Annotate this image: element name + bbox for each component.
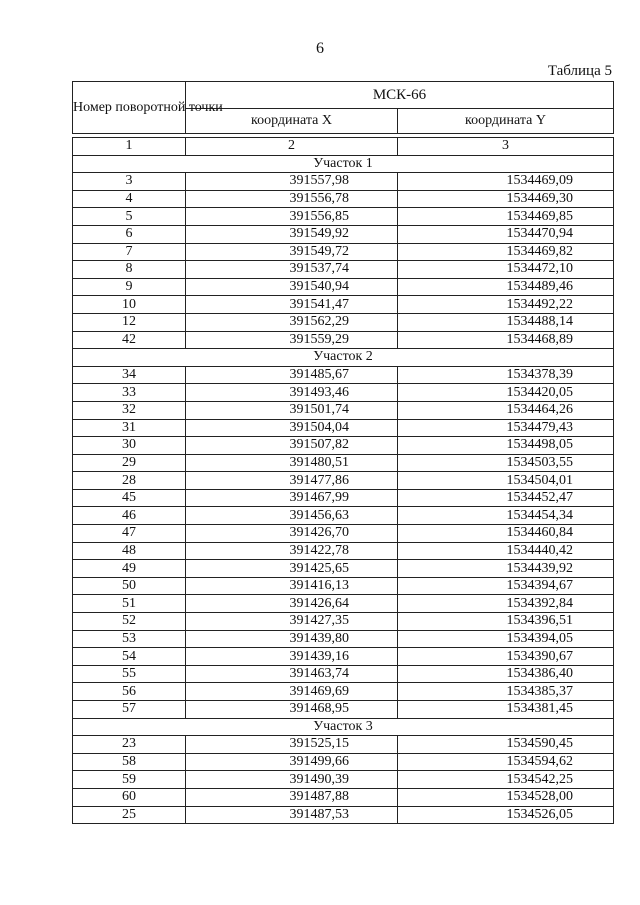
point-number-cell: 25: [73, 806, 186, 824]
table-row: [73, 525, 614, 543]
point-number-cell: 45: [73, 489, 186, 507]
point-number-cell: 32: [73, 401, 186, 419]
coord-y-cell: 1534452,47: [398, 489, 614, 507]
coord-y-cell: 1534468,89: [398, 331, 614, 349]
table-row: [73, 613, 614, 631]
coord-y-cell: 1534392,84: [398, 595, 614, 613]
point-number-cell: 7: [73, 243, 186, 261]
coord-x-cell: 391557,98: [186, 173, 398, 191]
coord-x-cell: 391549,72: [186, 243, 398, 261]
coord-y-cell: 1534469,82: [398, 243, 614, 261]
point-number-cell: 8: [73, 261, 186, 279]
coord-y-cell: 1534542,25: [398, 771, 614, 789]
table-row: [73, 208, 614, 226]
coord-x-cell: 391559,29: [186, 331, 398, 349]
coord-y-cell: 1534385,37: [398, 683, 614, 701]
coord-x-cell: 391416,13: [186, 577, 398, 595]
coord-x-cell: 391525,15: [186, 736, 398, 754]
coord-x-cell: 391422,78: [186, 542, 398, 560]
table-row: [73, 507, 614, 525]
coord-x-cell: 391439,80: [186, 630, 398, 648]
coord-x-cell: 391469,69: [186, 683, 398, 701]
table-row: [73, 296, 614, 314]
coord-x-cell: 391504,04: [186, 419, 398, 437]
table-row: [73, 771, 614, 789]
table-row: [73, 788, 614, 806]
header-coordinate-system: МСК-66: [186, 82, 614, 109]
coord-x-cell: 391493,46: [186, 384, 398, 402]
table-row: [73, 595, 614, 613]
coord-y-cell: 1534381,45: [398, 701, 614, 719]
table-row: [73, 243, 614, 261]
coord-x-cell: 391541,47: [186, 296, 398, 314]
table-row: [73, 736, 614, 754]
table-row: [73, 542, 614, 560]
point-number-cell: 23: [73, 736, 186, 754]
table-row: [73, 806, 614, 824]
point-number-cell: 3: [73, 173, 186, 191]
point-number-cell: 46: [73, 507, 186, 525]
coord-x-cell: 391467,99: [186, 489, 398, 507]
coord-y-cell: 1534528,00: [398, 788, 614, 806]
coord-x-cell: 391490,39: [186, 771, 398, 789]
table-row: [73, 560, 614, 578]
table-row: [73, 419, 614, 437]
header-row: [73, 82, 614, 109]
point-number-cell: 28: [73, 472, 186, 490]
section-title: Участок 3: [73, 718, 614, 736]
coord-y-cell: 1534454,34: [398, 507, 614, 525]
table-row: [73, 683, 614, 701]
coord-y-cell: 1534489,46: [398, 278, 614, 296]
point-number-cell: 47: [73, 525, 186, 543]
table-row: [73, 225, 614, 243]
coord-x-cell: 391562,29: [186, 313, 398, 331]
coord-y-cell: 1534386,40: [398, 665, 614, 683]
point-number-cell: 49: [73, 560, 186, 578]
coord-y-cell: 1534469,85: [398, 208, 614, 226]
coordinates-table-body: [73, 82, 614, 824]
coord-y-cell: 1534460,84: [398, 525, 614, 543]
point-number-cell: 30: [73, 437, 186, 455]
table-row: [73, 278, 614, 296]
point-number-cell: 6: [73, 225, 186, 243]
table-row: [73, 366, 614, 384]
coord-y-cell: 1534526,05: [398, 806, 614, 824]
coord-y-cell: 1534472,10: [398, 261, 614, 279]
section-title: Участок 2: [73, 349, 614, 367]
table-row: [73, 454, 614, 472]
point-number-cell: 52: [73, 613, 186, 631]
table-row: [73, 173, 614, 191]
coord-y-cell: 1534394,67: [398, 577, 614, 595]
table-row: [73, 331, 614, 349]
column-index-row: [73, 138, 614, 156]
coord-y-cell: 1534594,62: [398, 753, 614, 771]
header-coord-x: координата X: [186, 109, 398, 134]
coord-x-cell: 391463,74: [186, 665, 398, 683]
coord-y-cell: 1534394,05: [398, 630, 614, 648]
coord-x-cell: 391556,85: [186, 208, 398, 226]
table-row: [73, 489, 614, 507]
table-caption: Таблица 5: [547, 63, 612, 79]
coordinates-table: [72, 81, 614, 824]
coord-x-cell: 391426,70: [186, 525, 398, 543]
coord-y-cell: 1534503,55: [398, 454, 614, 472]
point-number-cell: 51: [73, 595, 186, 613]
table-row: [73, 665, 614, 683]
coord-x-cell: 391456,63: [186, 507, 398, 525]
coord-x-cell: 391439,16: [186, 648, 398, 666]
coord-y-cell: 1534469,09: [398, 173, 614, 191]
table-row: [73, 313, 614, 331]
coord-x-cell: 391487,53: [186, 806, 398, 824]
coord-y-cell: 1534439,92: [398, 560, 614, 578]
table-row: [73, 190, 614, 208]
table-row: [73, 753, 614, 771]
point-number-cell: 33: [73, 384, 186, 402]
coord-x-cell: 391499,66: [186, 753, 398, 771]
point-number-cell: 58: [73, 753, 186, 771]
point-number-cell: 29: [73, 454, 186, 472]
section-row: [73, 155, 614, 173]
coord-x-cell: 391477,86: [186, 472, 398, 490]
coord-y-cell: 1534492,22: [398, 296, 614, 314]
column-index-1: 1: [73, 138, 186, 156]
section-row: [73, 718, 614, 736]
coord-x-cell: 391556,78: [186, 190, 398, 208]
coord-y-cell: 1534488,14: [398, 313, 614, 331]
coord-x-cell: 391540,94: [186, 278, 398, 296]
header-point-number: Номер поворотной точки: [73, 82, 186, 134]
point-number-cell: 42: [73, 331, 186, 349]
table-row: [73, 384, 614, 402]
coord-y-cell: 1534479,43: [398, 419, 614, 437]
coord-x-cell: 391427,35: [186, 613, 398, 631]
table-row: [73, 472, 614, 490]
point-number-cell: 10: [73, 296, 186, 314]
coord-x-cell: 391487,88: [186, 788, 398, 806]
coord-y-cell: 1534504,01: [398, 472, 614, 490]
point-number-cell: 4: [73, 190, 186, 208]
point-number-cell: 48: [73, 542, 186, 560]
coord-y-cell: 1534470,94: [398, 225, 614, 243]
coord-x-cell: 391426,64: [186, 595, 398, 613]
point-number-cell: 9: [73, 278, 186, 296]
coord-y-cell: 1534378,39: [398, 366, 614, 384]
header-coord-y: координата Y: [398, 109, 614, 134]
coord-x-cell: 391549,92: [186, 225, 398, 243]
point-number-cell: 56: [73, 683, 186, 701]
point-number-cell: 54: [73, 648, 186, 666]
coord-x-cell: 391425,65: [186, 560, 398, 578]
column-index-2: 2: [186, 138, 398, 156]
coord-y-cell: 1534498,05: [398, 437, 614, 455]
point-number-cell: 5: [73, 208, 186, 226]
coord-x-cell: 391485,67: [186, 366, 398, 384]
coord-y-cell: 1534590,45: [398, 736, 614, 754]
coord-y-cell: 1534464,26: [398, 401, 614, 419]
table-row: [73, 648, 614, 666]
table-row: [73, 437, 614, 455]
coord-y-cell: 1534440,42: [398, 542, 614, 560]
coord-x-cell: 391468,95: [186, 701, 398, 719]
table-row: [73, 577, 614, 595]
point-number-cell: 34: [73, 366, 186, 384]
point-number-cell: 12: [73, 313, 186, 331]
coord-y-cell: 1534469,30: [398, 190, 614, 208]
coord-x-cell: 391507,82: [186, 437, 398, 455]
point-number-cell: 57: [73, 701, 186, 719]
coord-x-cell: 391501,74: [186, 401, 398, 419]
point-number-cell: 60: [73, 788, 186, 806]
table-row: [73, 701, 614, 719]
point-number-cell: 31: [73, 419, 186, 437]
point-number-cell: 55: [73, 665, 186, 683]
point-number-cell: 50: [73, 577, 186, 595]
column-index-3: 3: [398, 138, 614, 156]
coord-x-cell: 391480,51: [186, 454, 398, 472]
point-number-cell: 53: [73, 630, 186, 648]
table-row: [73, 401, 614, 419]
coord-y-cell: 1534396,51: [398, 613, 614, 631]
coord-x-cell: 391537,74: [186, 261, 398, 279]
section-row: [73, 349, 614, 367]
page-number: 6: [316, 40, 324, 57]
coord-y-cell: 1534390,67: [398, 648, 614, 666]
section-title: Участок 1: [73, 155, 614, 173]
coord-y-cell: 1534420,05: [398, 384, 614, 402]
point-number-cell: 59: [73, 771, 186, 789]
table-row: [73, 630, 614, 648]
table-row: [73, 261, 614, 279]
